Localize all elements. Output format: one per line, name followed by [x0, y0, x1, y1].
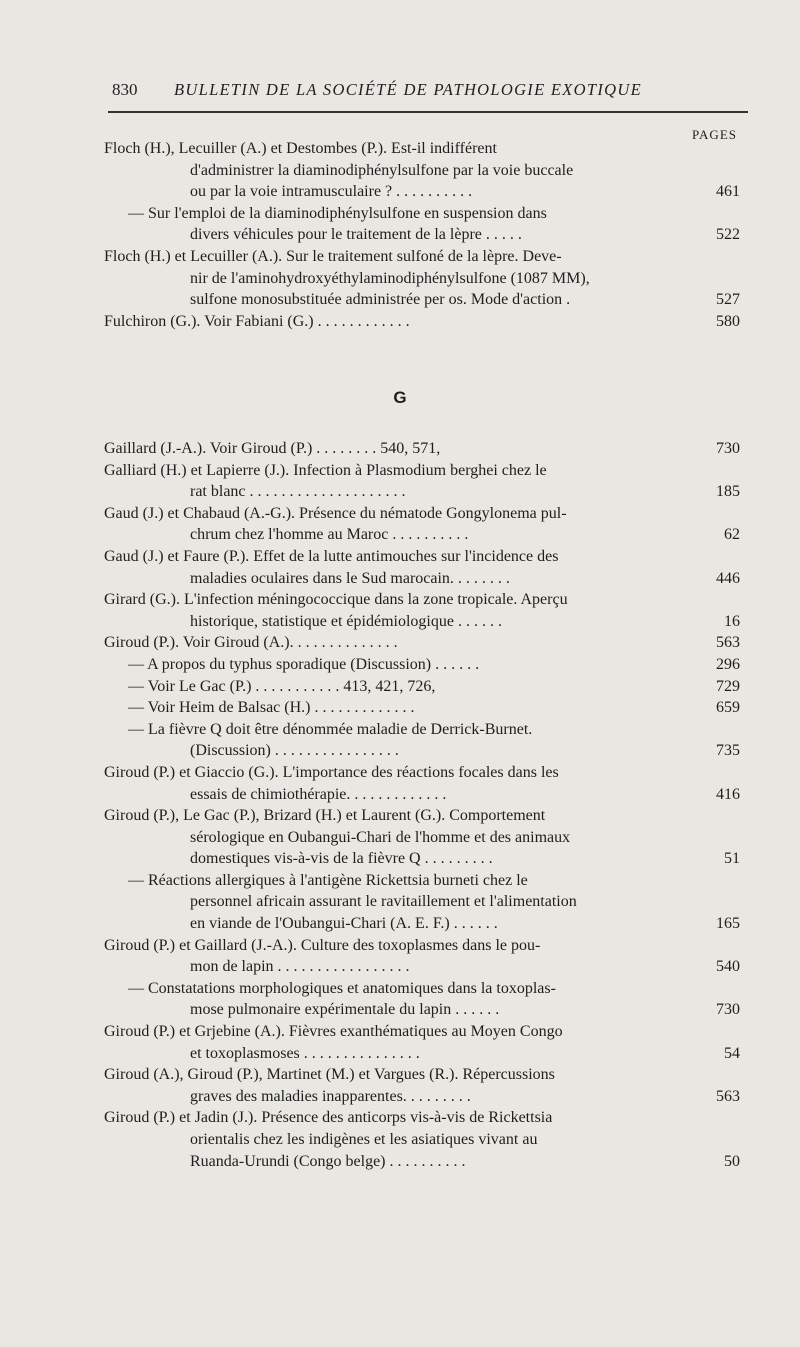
index-line: divers véhicules pour le traitement de la lèpre . . . . . 522 — [190, 226, 740, 244]
page-ref: 51 — [724, 850, 740, 868]
index-line: rat blanc . . . . . . . . . . . . . . . . . . . . 185 — [190, 483, 740, 501]
index-line: Gaud (J.) et Chabaud (A.-G.). Présence du nématode Gongylonema pul- — [104, 504, 567, 522]
index-line: essais de chimiothérapie. . . . . . . . . . . . . 416 — [190, 785, 740, 803]
page-ref: 62 — [724, 526, 740, 544]
index-line: Girard (G.). L'infection méningococcique dans la zone tropicale. Aperçu — [104, 591, 568, 609]
index-line: Giroud (P.) et Jadin (J.). Présence des anticorps vis-à-vis de Rickettsia — [104, 1109, 553, 1127]
page-ref: 527 — [716, 291, 740, 309]
page-ref: 522 — [716, 226, 740, 244]
index-entries-block-1 — [104, 140, 740, 334]
pages-column-label: PAGES — [692, 127, 737, 142]
index-line: Giroud (P.) et Giaccio (G.). L'importance des réactions focales dans les — [104, 763, 559, 781]
page-ref: 730 — [716, 440, 740, 457]
index-line: mose pulmonaire expérimentale du lapin . . . . . . 730 — [190, 1001, 740, 1019]
index-line: Giroud (A.), Giroud (P.), Martinet (M.) et Vargues (R.). Répercussions — [104, 1066, 555, 1084]
page-ref: 50 — [724, 1152, 740, 1170]
index-line: Giroud (P.) et Gaillard (J.-A.). Culture des toxoplasmes dans le pou- — [104, 936, 541, 954]
index-line: d'administrer la diaminodiphénylsulfone par la voie buccale — [190, 161, 574, 179]
page-ref: 540 — [716, 958, 740, 976]
index-line: — La fièvre Q doit être dénommée maladie de Derrick-Burnet. — [128, 720, 533, 738]
page-ref: 730 — [716, 1001, 740, 1019]
running-header — [112, 80, 752, 104]
index-line: Giroud (P.). Voir Giroud (A.). . . . . . . . . . . . . . 563 — [104, 634, 740, 652]
index-line: — Voir Heim de Balsac (H.) . . . . . . . . . . . . . 659 — [128, 699, 740, 717]
index-line: ou par la voie intramusculaire ? . . . . . . . . . . 461 — [190, 183, 740, 201]
index-line: — Voir Le Gac (P.) . . . . . . . . . . . 413, 421, 726, 729 — [128, 677, 740, 695]
index-line: en viande de l'Oubangui-Chari (A. E. F.) . . . . . . 165 — [190, 915, 740, 933]
index-line: Giroud (P.) et Grjebine (A.). Fièvres exanthématiques au Moyen Congo — [104, 1023, 563, 1041]
index-line: Galliard (H.) et Lapierre (J.). Infection à Plasmodium berghei chez le — [104, 461, 547, 479]
page-ref: 185 — [716, 483, 740, 501]
page-ref: 563 — [716, 634, 740, 652]
index-line: Floch (H.) et Lecuiller (A.). Sur le traitement sulfoné de la lèpre. Deve- — [104, 247, 562, 265]
page-ref: 735 — [716, 742, 740, 760]
running-title: BULLETIN DE LA SOCIÉTÉ DE PATHOLOGIE EXOTIQUE — [174, 80, 642, 99]
page-ref: 461 — [716, 183, 740, 201]
index-line: chrum chez l'homme au Maroc . . . . . . . . . . 62 — [190, 526, 740, 544]
page-ref: 54 — [724, 1044, 740, 1062]
index-line: Giroud (P.), Le Gac (P.), Brizard (H.) et Laurent (G.). Comportement — [104, 807, 546, 825]
index-line: sulfone monosubstituée administrée per os. Mode d'action . 527 — [190, 291, 740, 309]
index-line: — Sur l'emploi de la diaminodiphénylsulfone en suspension dans — [128, 204, 547, 222]
index-line: graves des maladies inapparentes. . . . . . . . . 563 — [190, 1087, 740, 1105]
page-number: 830 — [112, 80, 138, 99]
index-line: — Réactions allergiques à l'antigène Rickettsia burneti chez le — [128, 871, 528, 889]
page-ref: 446 — [716, 569, 740, 587]
section-letter: G — [393, 388, 407, 407]
index-line: — A propos du typhus sporadique (Discussion) . . . . . . 296 — [128, 655, 740, 673]
page-ref: 296 — [716, 655, 740, 673]
index-line: domestiques vis-à-vis de la fièvre Q . . . . . . . . . 51 — [190, 850, 740, 868]
index-line: Gaud (J.) et Faure (P.). Effet de la lutte antimouches sur l'incidence des — [104, 547, 559, 565]
index-line: Floch (H.), Lecuiller (A.) et Destombes (P.). Est-il indifférent — [104, 140, 497, 157]
index-line: sérologique en Oubangui-Chari de l'homme et des animaux — [190, 828, 571, 846]
index-entries-block-2 — [104, 440, 740, 1174]
page-ref: 563 — [716, 1087, 740, 1105]
page-ref: 580 — [716, 312, 740, 330]
index-line: historique, statistique et épidémiologique . . . . . . 16 — [190, 612, 740, 630]
page-ref: 165 — [716, 915, 740, 933]
index-line: Fulchiron (G.). Voir Fabiani (G.) . . . . . . . . . . . . 580 — [104, 312, 740, 330]
index-line: maladies oculaires dans le Sud marocain. . . . . . . . 446 — [190, 569, 740, 587]
index-line: mon de lapin . . . . . . . . . . . . . . . . . 540 — [190, 958, 740, 976]
index-line: Gaillard (J.-A.). Voir Giroud (P.) . . . . . . . . 540, 571, 730 — [104, 440, 740, 457]
index-line: (Discussion) . . . . . . . . . . . . . . . . 735 — [190, 742, 740, 760]
index-line: Ruanda-Urundi (Congo belge) . . . . . . . . . . 50 — [190, 1152, 740, 1170]
index-line: nir de l'aminohydroxyéthylaminodiphénylsulfone (1087 MM), — [190, 269, 590, 287]
index-line: et toxoplasmoses . . . . . . . . . . . . . . . 54 — [190, 1044, 740, 1062]
index-line: personnel africain assurant le ravitaillement et l'alimentation — [190, 893, 577, 911]
page-ref: 416 — [716, 785, 740, 803]
header-rule — [108, 111, 748, 113]
page-ref: 729 — [716, 677, 740, 695]
index-line: — Constatations morphologiques et anatomiques dans la toxoplas- — [128, 979, 556, 997]
index-line: orientalis chez les indigènes et les asiatiques vivant au — [190, 1131, 538, 1148]
page-ref: 16 — [724, 612, 740, 630]
page-ref: 659 — [716, 699, 740, 717]
